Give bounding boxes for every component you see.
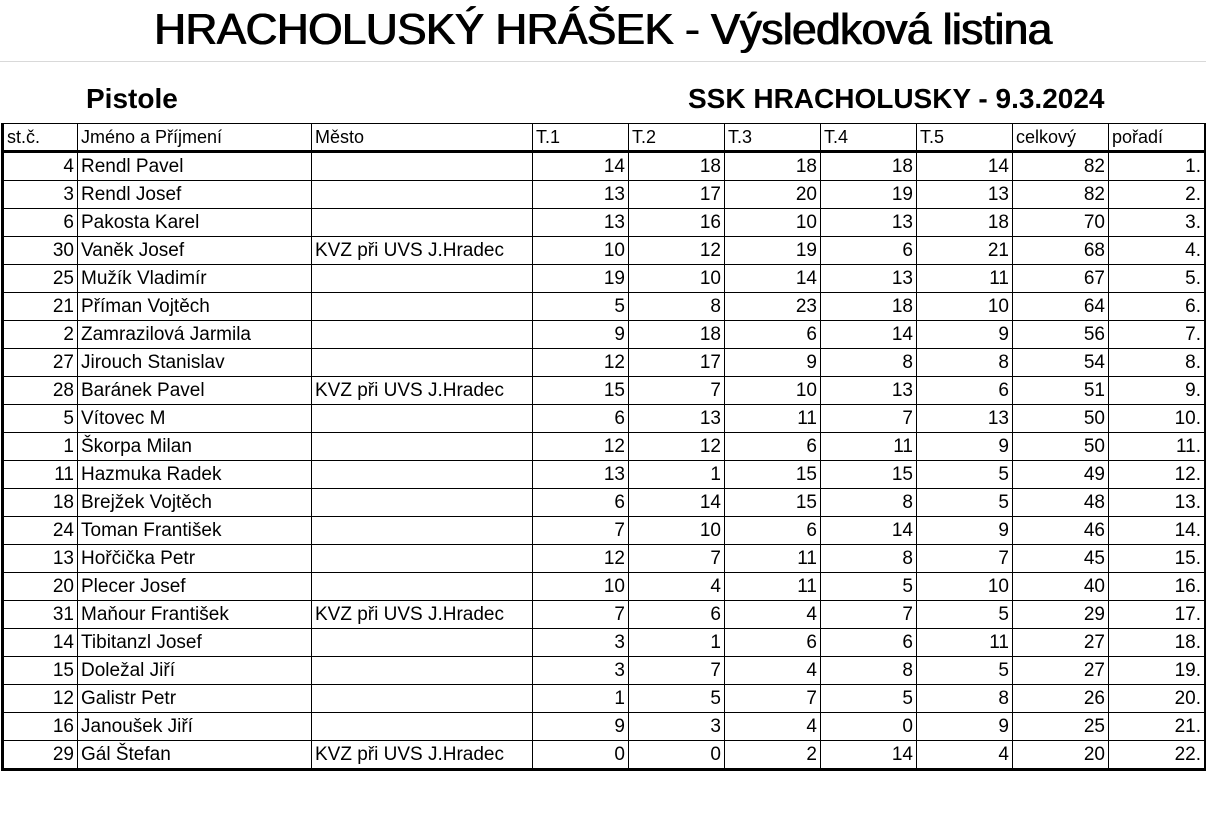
total-cell[interactable]: 70 (1013, 209, 1109, 237)
t1-cell[interactable]: 9 (533, 321, 629, 349)
t4-cell[interactable]: 8 (821, 489, 917, 517)
t3-cell[interactable]: 19 (725, 237, 821, 265)
t5-cell[interactable]: 13 (917, 181, 1013, 209)
name-cell[interactable]: Mužík Vladimír (78, 265, 312, 293)
t2-cell[interactable]: 5 (629, 685, 725, 713)
name-cell[interactable]: Plecer Josef (78, 573, 312, 601)
t2-cell[interactable]: 6 (629, 601, 725, 629)
name-cell[interactable]: Janoušek Jiří (78, 713, 312, 741)
total-cell[interactable]: 45 (1013, 545, 1109, 573)
rank-cell[interactable]: 22. (1109, 741, 1206, 770)
table-row (3, 685, 1206, 713)
total-cell[interactable]: 82 (1013, 152, 1109, 181)
name-cell[interactable]: Galistr Petr (78, 685, 312, 713)
start-number-cell[interactable]: 6 (3, 209, 78, 237)
header-row (3, 124, 1206, 152)
city-cell[interactable] (312, 573, 533, 601)
t4-cell[interactable]: 6 (821, 629, 917, 657)
city-cell[interactable] (312, 293, 533, 321)
start-number-cell[interactable]: 13 (3, 545, 78, 573)
name-cell[interactable]: Jirouch Stanislav (78, 349, 312, 377)
t4-cell[interactable]: 13 (821, 377, 917, 405)
table-row (3, 181, 1206, 209)
table-row (3, 713, 1206, 741)
city-cell[interactable] (312, 629, 533, 657)
t2-cell[interactable]: 18 (629, 152, 725, 181)
t4-cell[interactable]: 8 (821, 349, 917, 377)
col-header-t4[interactable]: T.4 (821, 124, 917, 152)
col-header-rank[interactable]: pořadí (1109, 124, 1206, 152)
t5-cell[interactable]: 5 (917, 461, 1013, 489)
city-cell[interactable] (312, 349, 533, 377)
t2-cell[interactable]: 12 (629, 433, 725, 461)
t5-cell[interactable]: 21 (917, 237, 1013, 265)
rank-cell[interactable]: 19. (1109, 657, 1206, 685)
city-cell[interactable]: KVZ při UVS J.Hradec (312, 601, 533, 629)
col-header-start-number[interactable]: st.č. (3, 124, 78, 152)
t3-cell[interactable]: 15 (725, 461, 821, 489)
t5-cell[interactable]: 5 (917, 489, 1013, 517)
name-cell[interactable]: Škorpa Milan (78, 433, 312, 461)
name-cell[interactable]: Vaněk Josef (78, 237, 312, 265)
start-number-cell[interactable]: 16 (3, 713, 78, 741)
rank-cell[interactable]: 5. (1109, 265, 1206, 293)
t3-cell[interactable]: 11 (725, 573, 821, 601)
t3-cell[interactable]: 9 (725, 349, 821, 377)
t3-cell[interactable]: 23 (725, 293, 821, 321)
start-number-cell[interactable]: 28 (3, 377, 78, 405)
t1-cell[interactable]: 13 (533, 209, 629, 237)
start-number-cell[interactable]: 15 (3, 657, 78, 685)
table-row (3, 152, 1206, 181)
name-cell[interactable]: Vítovec M (78, 405, 312, 433)
city-cell[interactable] (312, 657, 533, 685)
start-number-cell[interactable]: 1 (3, 433, 78, 461)
t2-cell[interactable]: 12 (629, 237, 725, 265)
t4-cell[interactable]: 7 (821, 601, 917, 629)
total-cell[interactable]: 29 (1013, 601, 1109, 629)
city-cell[interactable] (312, 433, 533, 461)
rank-cell[interactable]: 11. (1109, 433, 1206, 461)
t1-cell[interactable]: 10 (533, 237, 629, 265)
name-cell[interactable]: Hazmuka Radek (78, 461, 312, 489)
city-cell[interactable] (312, 209, 533, 237)
rank-cell[interactable]: 17. (1109, 601, 1206, 629)
rank-cell[interactable]: 8. (1109, 349, 1206, 377)
city-cell[interactable]: KVZ při UVS J.Hradec (312, 237, 533, 265)
t3-cell[interactable]: 14 (725, 265, 821, 293)
t3-cell[interactable]: 10 (725, 377, 821, 405)
table-row (3, 741, 1206, 770)
total-cell[interactable]: 51 (1013, 377, 1109, 405)
rank-cell[interactable]: 15. (1109, 545, 1206, 573)
t4-cell[interactable]: 13 (821, 209, 917, 237)
city-cell[interactable] (312, 405, 533, 433)
table-row (3, 265, 1206, 293)
city-cell[interactable] (312, 517, 533, 545)
t2-cell[interactable]: 16 (629, 209, 725, 237)
city-cell[interactable] (312, 545, 533, 573)
table-row (3, 377, 1206, 405)
city-cell[interactable] (312, 685, 533, 713)
rank-cell[interactable]: 21. (1109, 713, 1206, 741)
total-cell[interactable]: 40 (1013, 573, 1109, 601)
total-cell[interactable]: 27 (1013, 629, 1109, 657)
t2-cell[interactable]: 8 (629, 293, 725, 321)
t5-cell[interactable]: 9 (917, 433, 1013, 461)
t5-cell[interactable]: 9 (917, 713, 1013, 741)
total-cell[interactable]: 82 (1013, 181, 1109, 209)
col-header-t5[interactable]: T.5 (917, 124, 1013, 152)
t2-cell[interactable]: 1 (629, 461, 725, 489)
t3-cell[interactable]: 7 (725, 685, 821, 713)
t1-cell[interactable]: 10 (533, 573, 629, 601)
city-cell[interactable] (312, 321, 533, 349)
t4-cell[interactable]: 14 (821, 517, 917, 545)
name-cell[interactable]: Příman Vojtěch (78, 293, 312, 321)
start-number-cell[interactable]: 18 (3, 489, 78, 517)
name-cell[interactable]: Gál Štefan (78, 741, 312, 770)
t5-cell[interactable]: 11 (917, 629, 1013, 657)
table-row (3, 517, 1206, 545)
t2-cell[interactable]: 7 (629, 545, 725, 573)
t1-cell[interactable]: 6 (533, 489, 629, 517)
name-cell[interactable]: Toman František (78, 517, 312, 545)
t5-cell[interactable]: 9 (917, 321, 1013, 349)
table-row (3, 601, 1206, 629)
total-cell[interactable]: 67 (1013, 265, 1109, 293)
t3-cell[interactable]: 6 (725, 629, 821, 657)
table-row (3, 405, 1206, 433)
t4-cell[interactable]: 5 (821, 573, 917, 601)
rank-cell[interactable]: 18. (1109, 629, 1206, 657)
start-number-cell[interactable]: 4 (3, 152, 78, 181)
t1-cell[interactable]: 0 (533, 741, 629, 770)
t3-cell[interactable]: 10 (725, 209, 821, 237)
start-number-cell[interactable]: 30 (3, 237, 78, 265)
start-number-cell[interactable]: 21 (3, 293, 78, 321)
t2-cell[interactable]: 3 (629, 713, 725, 741)
t1-cell[interactable]: 12 (533, 433, 629, 461)
rank-cell[interactable]: 20. (1109, 685, 1206, 713)
rank-cell[interactable]: 16. (1109, 573, 1206, 601)
start-number-cell[interactable]: 20 (3, 573, 78, 601)
rank-cell[interactable]: 7. (1109, 321, 1206, 349)
table-row (3, 573, 1206, 601)
total-cell[interactable]: 49 (1013, 461, 1109, 489)
t4-cell[interactable]: 13 (821, 265, 917, 293)
t3-cell[interactable]: 2 (725, 741, 821, 770)
t4-cell[interactable]: 14 (821, 321, 917, 349)
t1-cell[interactable]: 12 (533, 545, 629, 573)
total-cell[interactable]: 46 (1013, 517, 1109, 545)
total-cell[interactable]: 27 (1013, 657, 1109, 685)
t5-cell[interactable]: 11 (917, 265, 1013, 293)
name-cell[interactable]: Rendl Pavel (78, 152, 312, 181)
rank-cell[interactable]: 6. (1109, 293, 1206, 321)
col-header-t2[interactable]: T.2 (629, 124, 725, 152)
rank-cell[interactable]: 1. (1109, 152, 1206, 181)
total-cell[interactable]: 20 (1013, 741, 1109, 770)
rank-cell[interactable]: 12. (1109, 461, 1206, 489)
t4-cell[interactable]: 6 (821, 237, 917, 265)
discipline-label: Pistole (86, 83, 178, 114)
start-number-cell[interactable]: 27 (3, 349, 78, 377)
t2-cell[interactable]: 10 (629, 265, 725, 293)
city-cell[interactable] (312, 181, 533, 209)
t1-cell[interactable]: 6 (533, 405, 629, 433)
page-title: HRACHOLUSKÝ HRÁŠEK - Výsledková listina (154, 5, 1052, 54)
t4-cell[interactable]: 14 (821, 741, 917, 770)
t1-cell[interactable]: 14 (533, 152, 629, 181)
t5-cell[interactable]: 8 (917, 685, 1013, 713)
t5-cell[interactable]: 5 (917, 657, 1013, 685)
table-row (3, 237, 1206, 265)
start-number-cell[interactable]: 25 (3, 265, 78, 293)
rank-cell[interactable]: 14. (1109, 517, 1206, 545)
t5-cell[interactable]: 10 (917, 573, 1013, 601)
col-header-t1[interactable]: T.1 (533, 124, 629, 152)
t5-cell[interactable]: 7 (917, 545, 1013, 573)
t5-cell[interactable]: 13 (917, 405, 1013, 433)
t3-cell[interactable]: 18 (725, 152, 821, 181)
rank-cell[interactable]: 2. (1109, 181, 1206, 209)
name-cell[interactable]: Zamrazilová Jarmila (78, 321, 312, 349)
table-row (3, 461, 1206, 489)
t1-cell[interactable]: 3 (533, 629, 629, 657)
results-body (3, 152, 1206, 770)
col-header-name[interactable]: Jméno a Příjmení (78, 124, 312, 152)
start-number-cell[interactable]: 24 (3, 517, 78, 545)
t1-cell[interactable]: 15 (533, 377, 629, 405)
header-divider (0, 61, 1206, 62)
t1-cell[interactable]: 1 (533, 685, 629, 713)
total-cell[interactable]: 64 (1013, 293, 1109, 321)
t4-cell[interactable]: 8 (821, 545, 917, 573)
table-row (3, 545, 1206, 573)
start-number-cell[interactable]: 3 (3, 181, 78, 209)
t3-cell[interactable]: 11 (725, 405, 821, 433)
city-cell[interactable] (312, 152, 533, 181)
t3-cell[interactable]: 4 (725, 657, 821, 685)
t3-cell[interactable]: 6 (725, 321, 821, 349)
city-cell[interactable]: KVZ při UVS J.Hradec (312, 377, 533, 405)
t5-cell[interactable]: 9 (917, 517, 1013, 545)
rank-cell[interactable]: 13. (1109, 489, 1206, 517)
t2-cell[interactable]: 1 (629, 629, 725, 657)
t3-cell[interactable]: 6 (725, 433, 821, 461)
start-number-cell[interactable]: 2 (3, 321, 78, 349)
table-row (3, 321, 1206, 349)
t1-cell[interactable]: 9 (533, 713, 629, 741)
t4-cell[interactable]: 18 (821, 293, 917, 321)
t5-cell[interactable]: 5 (917, 601, 1013, 629)
t5-cell[interactable]: 4 (917, 741, 1013, 770)
t4-cell[interactable]: 19 (821, 181, 917, 209)
table-row (3, 349, 1206, 377)
t4-cell[interactable]: 0 (821, 713, 917, 741)
start-number-cell[interactable]: 5 (3, 405, 78, 433)
city-cell[interactable] (312, 713, 533, 741)
event-label: SSK HRACHOLUSKY - 9.3.2024 (688, 83, 1105, 114)
total-cell[interactable]: 54 (1013, 349, 1109, 377)
col-header-total[interactable]: celkový (1013, 124, 1109, 152)
table-row (3, 489, 1206, 517)
start-number-cell[interactable]: 29 (3, 741, 78, 770)
start-number-cell[interactable]: 31 (3, 601, 78, 629)
col-header-t3[interactable]: T.3 (725, 124, 821, 152)
col-header-city[interactable]: Město (312, 124, 533, 152)
name-cell[interactable]: Doležal Jiří (78, 657, 312, 685)
t2-cell[interactable]: 7 (629, 377, 725, 405)
start-number-cell[interactable]: 14 (3, 629, 78, 657)
name-cell[interactable]: Pakosta Karel (78, 209, 312, 237)
t5-cell[interactable]: 10 (917, 293, 1013, 321)
rank-cell[interactable]: 4. (1109, 237, 1206, 265)
t3-cell[interactable]: 20 (725, 181, 821, 209)
name-cell[interactable]: Brejžek Vojtěch (78, 489, 312, 517)
t4-cell[interactable]: 8 (821, 657, 917, 685)
rank-cell[interactable]: 10. (1109, 405, 1206, 433)
total-cell[interactable]: 25 (1013, 713, 1109, 741)
t1-cell[interactable]: 3 (533, 657, 629, 685)
city-cell[interactable] (312, 265, 533, 293)
t3-cell[interactable]: 4 (725, 601, 821, 629)
t2-cell[interactable]: 10 (629, 517, 725, 545)
t4-cell[interactable]: 11 (821, 433, 917, 461)
name-cell[interactable]: Maňour František (78, 601, 312, 629)
t2-cell[interactable]: 17 (629, 181, 725, 209)
rank-cell[interactable]: 3. (1109, 209, 1206, 237)
name-cell[interactable]: Tibitanzl Josef (78, 629, 312, 657)
t2-cell[interactable]: 13 (629, 405, 725, 433)
rank-cell[interactable]: 9. (1109, 377, 1206, 405)
results-table (1, 123, 1206, 771)
table-row (3, 209, 1206, 237)
start-number-cell[interactable]: 12 (3, 685, 78, 713)
name-cell[interactable]: Baránek Pavel (78, 377, 312, 405)
t1-cell[interactable]: 12 (533, 349, 629, 377)
t2-cell[interactable]: 7 (629, 657, 725, 685)
total-cell[interactable]: 56 (1013, 321, 1109, 349)
t1-cell[interactable]: 19 (533, 265, 629, 293)
t4-cell[interactable]: 15 (821, 461, 917, 489)
start-number-cell[interactable]: 11 (3, 461, 78, 489)
t2-cell[interactable]: 18 (629, 321, 725, 349)
name-cell[interactable]: Rendl Josef (78, 181, 312, 209)
t2-cell[interactable]: 4 (629, 573, 725, 601)
city-cell[interactable] (312, 461, 533, 489)
total-cell[interactable]: 48 (1013, 489, 1109, 517)
total-cell[interactable]: 26 (1013, 685, 1109, 713)
t2-cell[interactable]: 17 (629, 349, 725, 377)
total-cell[interactable]: 50 (1013, 433, 1109, 461)
name-cell[interactable]: Hořčička Petr (78, 545, 312, 573)
city-cell[interactable] (312, 489, 533, 517)
t1-cell[interactable]: 5 (533, 293, 629, 321)
t3-cell[interactable]: 11 (725, 545, 821, 573)
total-cell[interactable]: 68 (1013, 237, 1109, 265)
t4-cell[interactable]: 5 (821, 685, 917, 713)
table-row (3, 433, 1206, 461)
table-row (3, 657, 1206, 685)
t5-cell[interactable]: 8 (917, 349, 1013, 377)
t1-cell[interactable]: 7 (533, 601, 629, 629)
t5-cell[interactable]: 6 (917, 377, 1013, 405)
t2-cell[interactable]: 0 (629, 741, 725, 770)
table-row (3, 293, 1206, 321)
t1-cell[interactable]: 13 (533, 461, 629, 489)
t3-cell[interactable]: 4 (725, 713, 821, 741)
t1-cell[interactable]: 7 (533, 517, 629, 545)
t5-cell[interactable]: 18 (917, 209, 1013, 237)
t3-cell[interactable]: 15 (725, 489, 821, 517)
city-cell[interactable]: KVZ při UVS J.Hradec (312, 741, 533, 770)
t5-cell[interactable]: 14 (917, 152, 1013, 181)
t4-cell[interactable]: 18 (821, 152, 917, 181)
total-cell[interactable]: 50 (1013, 405, 1109, 433)
table-row (3, 629, 1206, 657)
t2-cell[interactable]: 14 (629, 489, 725, 517)
t4-cell[interactable]: 7 (821, 405, 917, 433)
t3-cell[interactable]: 6 (725, 517, 821, 545)
t1-cell[interactable]: 13 (533, 181, 629, 209)
